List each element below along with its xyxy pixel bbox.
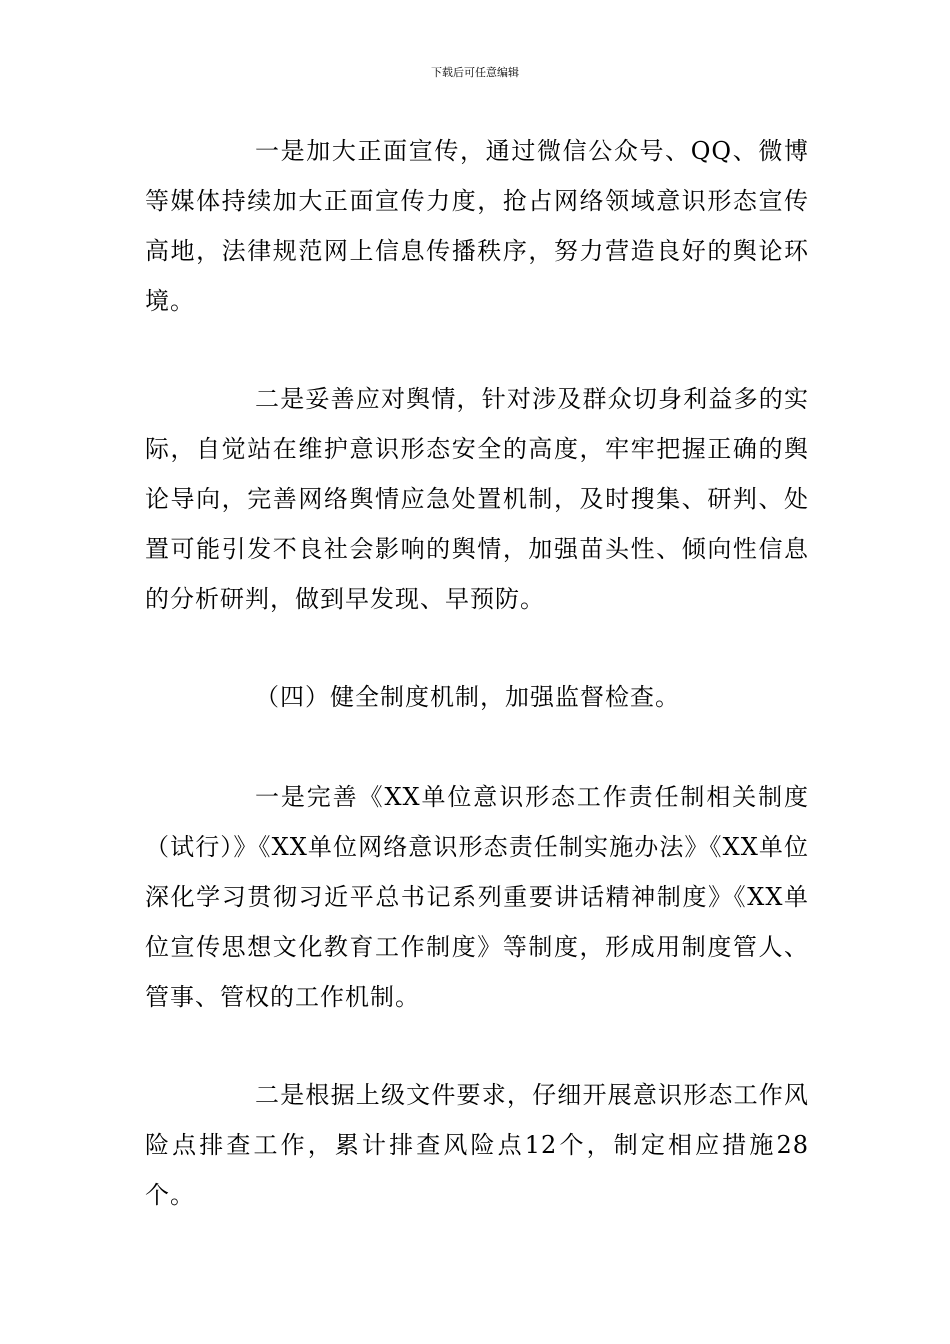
paragraph-improve-systems: 一是完善《XX单位意识形态工作责任制相关制度（试行）》《XX单位网络意识形态责任制实施办法》《XX单位深化学习贯彻习近平总书记系列重要讲话精神制度》《XX单位宣传思想文化教育工作制度》等制度，形成用制度管人、管事、管权的工作机制。 xyxy=(145,783,809,1011)
paragraph-positive-publicity: 一是加大正面宣传，通过微信公众号、QQ、微博等媒体持续加大正面宣传力度，抢占网络领域意识形态宣传高地，法律规范网上信息传播秩序，努力营造良好的舆论环境。 xyxy=(145,137,809,315)
page-header: 下载后可任意编辑 xyxy=(431,66,519,79)
section-heading-institutions: （四）健全制度机制，加强监督检查。 xyxy=(255,683,680,711)
paragraph-risk-inspection: 二是根据上级文件要求，仔细开展意识形态工作风险点排查工作，累计排查风险点12个，制定相应措施28个。 xyxy=(145,1081,809,1209)
paragraph-public-opinion-response: 二是妥善应对舆情，针对涉及群众切身利益多的实际，自觉站在维护意识形态安全的高度，牢牢把握正确的舆论导向，完善网络舆情应急处置机制，及时搜集、研判、处置可能引发不良社会影响的舆情，加强苗头性、倾向性信息的分析研判，做到早发现、早预防。 xyxy=(145,385,809,613)
